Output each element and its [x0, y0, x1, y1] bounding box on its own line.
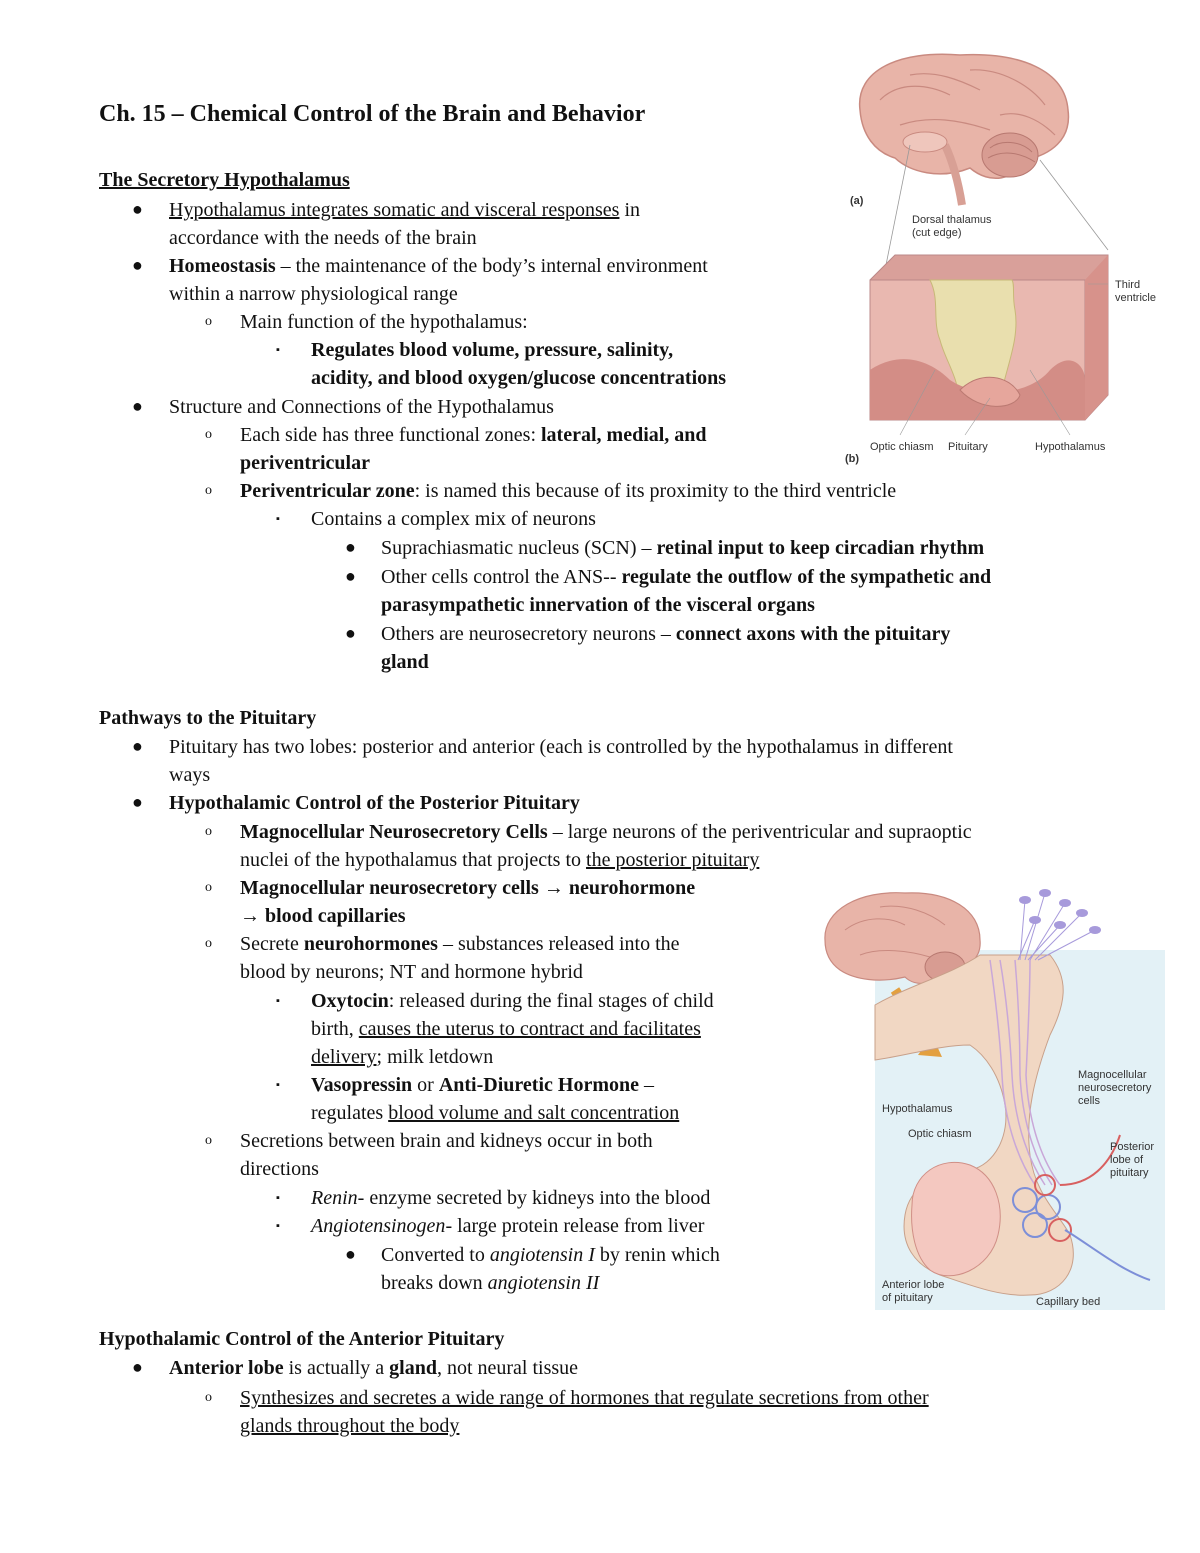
list-item: Suprachiasmatic nucleus (SCN) – retinal input to keep circadian rhythm [381, 537, 985, 559]
fig-label-hypothalamus: Hypothalamus [1035, 441, 1106, 453]
leader-line [1040, 160, 1108, 250]
bullet-marker: ● [132, 255, 143, 275]
fig-label-capillary-bed: Capillary bed [1036, 1296, 1101, 1308]
fig-label-hypothalamus: Hypothalamus [882, 1103, 953, 1115]
arrow-icon: → [240, 905, 260, 927]
list-item-cont: directions [240, 1158, 319, 1180]
list-item: Main function of the hypothalamus: [240, 311, 528, 333]
bullet-marker: ● [345, 1244, 356, 1264]
list-item: Vasopressin or Anti-Diuretic Hormone – [311, 1074, 654, 1096]
square-marker: ▪ [276, 344, 280, 356]
bullet-marker: ● [345, 623, 356, 643]
list-item: Homeostasis – the maintenance of the body’s internal environment [169, 255, 708, 277]
neuron-cluster-illustration [1018, 889, 1101, 960]
list-item-cont: delivery; milk letdown [311, 1046, 494, 1068]
list-item: Synthesizes and secretes a wide range of hormones that regulate secretions from other [240, 1387, 929, 1409]
fig-label-posterior-lobe-3: pituitary [1110, 1167, 1149, 1179]
square-marker: ▪ [276, 1220, 280, 1232]
bullet-marker: ● [132, 396, 143, 416]
fig-label-dorsal-thalamus-cut: (cut edge) [912, 227, 962, 239]
fig-label-posterior-lobe: Posterior [1110, 1141, 1155, 1153]
fig-label-anterior-lobe: Anterior lobe [882, 1279, 945, 1291]
list-item: Regulates blood volume, pressure, salinity, [311, 339, 674, 361]
circle-marker: o [205, 314, 212, 329]
list-item: Secrete neurohormones – substances released into the [240, 933, 680, 955]
bullet-marker: ● [345, 537, 356, 557]
bullet-marker: ● [132, 792, 143, 812]
hypothalamus-block-illustration [870, 255, 1108, 420]
square-marker: ▪ [276, 1079, 280, 1091]
list-item-cont: regulates blood volume and salt concentration [311, 1102, 680, 1124]
fig-label-third-ventricle-2: ventricle [1115, 292, 1156, 304]
posterior-pituitary-figure [820, 885, 1170, 1325]
fig-label-magnocellular-2: neurosecretory [1078, 1082, 1152, 1094]
section-heading-secretory: The Secretory Hypothalamus [99, 169, 350, 191]
list-item: Other cells control the ANS-- regulate the outflow of the sympathetic and [381, 566, 992, 588]
list-item: Magnocellular neurosecretory cells → neurohormone [240, 877, 696, 899]
list-item-cont: ways [169, 764, 211, 786]
list-item: Each side has three functional zones: lateral, medial, and [240, 424, 707, 446]
list-item-cont: birth, causes the uterus to contract and facilitates [311, 1018, 701, 1040]
list-item-cont: parasympathetic innervation of the visceral organs [381, 594, 815, 616]
fig-label-pituitary: Pituitary [948, 441, 988, 453]
section-heading-anterior: Hypothalamic Control of the Anterior Pituitary [99, 1328, 505, 1350]
page-title: Ch. 15 – Chemical Control of the Brain and Behavior [99, 101, 646, 127]
fig-label-dorsal-thalamus: Dorsal thalamus [912, 214, 992, 226]
list-item-cont: nuclei of the hypothalamus that projects to the posterior pituitary [240, 849, 760, 871]
list-item: Structure and Connections of the Hypothalamus [169, 396, 554, 418]
bullet-marker: ● [132, 1357, 143, 1377]
arrow-icon: → [543, 877, 564, 899]
fig-label-b: (b) [845, 453, 860, 465]
list-item-cont: blood by neurons; NT and hormone hybrid [240, 961, 583, 983]
list-item: Others are neurosecretory neurons – connect axons with the pituitary [381, 623, 951, 645]
bullet-marker: ● [345, 566, 356, 586]
section-heading-pathways: Pathways to the Pituitary [99, 707, 317, 729]
list-item: Magnocellular Neurosecretory Cells – large neurons of the periventricular and supraoptic [240, 821, 972, 843]
circle-marker: o [205, 483, 212, 498]
fig-label-a: (a) [850, 195, 864, 207]
fig-label-optic-chiasm: Optic chiasm [908, 1128, 972, 1140]
list-item: Anterior lobe is actually a gland, not neural tissue [169, 1357, 579, 1379]
brain-illustration [860, 54, 1069, 205]
circle-marker: o [205, 1133, 212, 1148]
fig-label-optic-chiasm: Optic chiasm [870, 441, 934, 453]
circle-marker: o [205, 824, 212, 839]
list-item: Secretions between brain and kidneys occur in both [240, 1130, 653, 1152]
list-item: Contains a complex mix of neurons [311, 508, 596, 530]
fig-label-posterior-lobe-2: lobe of [1110, 1154, 1144, 1166]
list-item-cont: glands throughout the body [240, 1415, 460, 1437]
list-item: Converted to angiotensin I by renin which [381, 1244, 720, 1266]
list-item-cont: within a narrow physiological range [169, 283, 458, 305]
list-item-cont: acidity, and blood oxygen/glucose concentrations [311, 367, 727, 389]
list-item-cont: accordance with the needs of the brain [169, 227, 477, 249]
bullet-marker: ● [132, 736, 143, 756]
bullet-marker: ● [132, 199, 143, 219]
list-item-cont: → blood capillaries [240, 905, 406, 927]
list-item-cont: breaks down angiotensin II [381, 1272, 600, 1294]
fig-label-magnocellular-3: cells [1078, 1095, 1101, 1107]
list-item-cont: periventricular [240, 452, 370, 474]
circle-marker: o [205, 936, 212, 951]
hypothalamus-figure [840, 40, 1170, 470]
list-item: Renin- enzyme secreted by kidneys into the blood [311, 1187, 711, 1209]
list-item: Periventricular zone: is named this because of its proximity to the third ventricle [240, 480, 897, 502]
fig-label-anterior-lobe-2: of pituitary [882, 1292, 933, 1304]
list-item: Angiotensinogen- large protein release from liver [311, 1215, 705, 1237]
circle-marker: o [205, 880, 212, 895]
list-item-cont: gland [381, 651, 429, 673]
list-item: Hypothalamic Control of the Posterior Pituitary [169, 792, 580, 814]
fig-label-third-ventricle: Third [1115, 279, 1141, 291]
circle-marker: o [205, 427, 212, 442]
circle-marker: o [205, 1390, 212, 1405]
square-marker: ▪ [276, 513, 280, 525]
list-item: Pituitary has two lobes: posterior and anterior (each is controlled by the hypothalamus in different [169, 736, 953, 758]
list-item: Oxytocin: released during the final stages of child [311, 990, 714, 1012]
fig-label-magnocellular: Magnocellular [1078, 1069, 1147, 1081]
list-item: Hypothalamus integrates somatic and visceral responses in [169, 199, 640, 221]
square-marker: ▪ [276, 995, 280, 1007]
square-marker: ▪ [276, 1192, 280, 1204]
